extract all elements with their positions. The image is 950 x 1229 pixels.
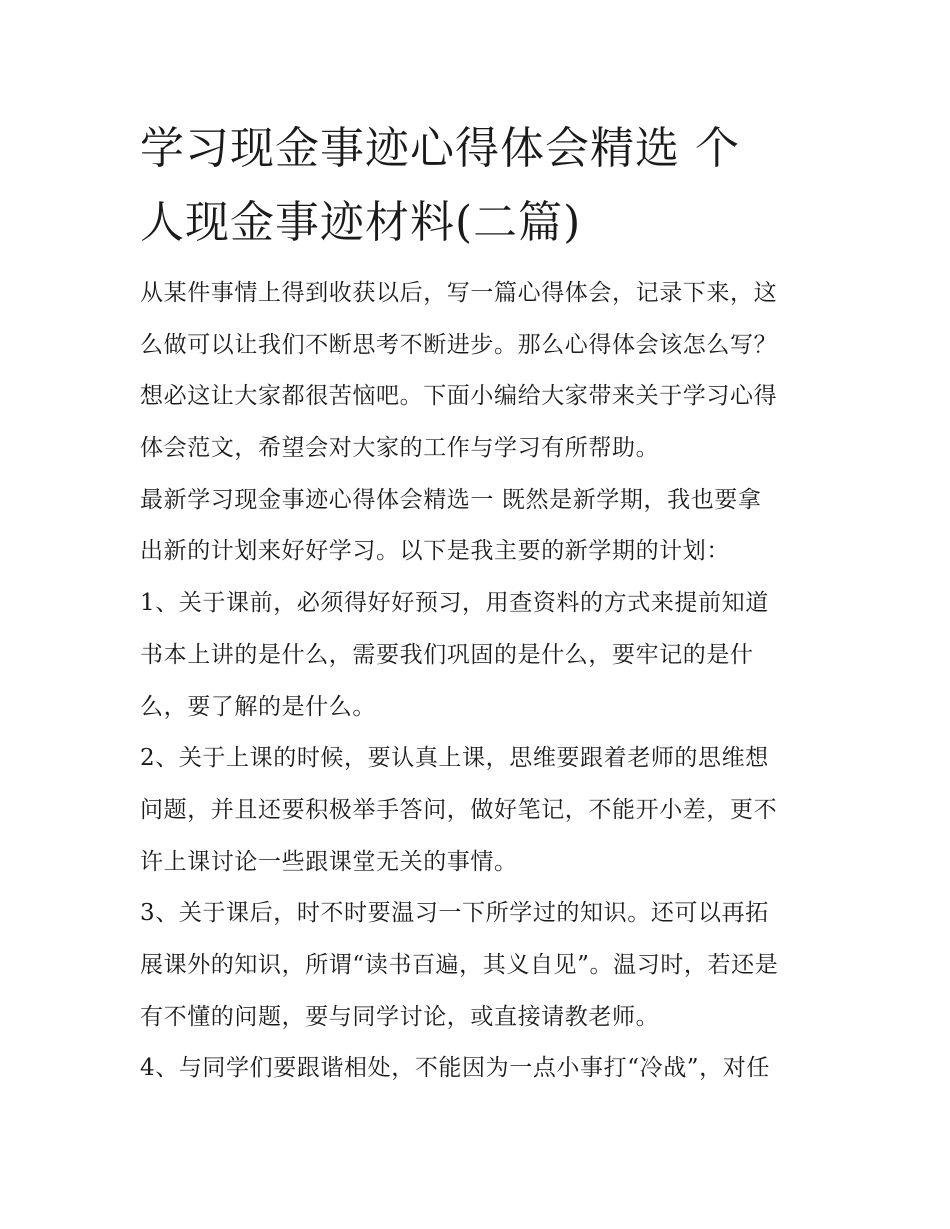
body-line: 书本上讲的是什么，需要我们巩固的是什么，要牢记的是什: [140, 641, 754, 668]
body-line: 么，要了解的是什么。: [140, 693, 376, 720]
document-title: [140, 112, 820, 260]
body-line: 3、关于课后，时不时要温习一下所学过的知识。还可以再拓: [140, 900, 769, 927]
body-line: 想必这让大家都很苦恼吧。下面小编给大家带来关于学习心得: [140, 383, 778, 410]
body-line: 从某件事情上得到收获以后，写一篇心得体会，记录下来，这: [140, 280, 778, 306]
body-line: 有不懂的问题，要与同学讨论，或直接请教老师。: [140, 1003, 660, 1030]
body-line: 出新的计划来好好学习。以下是我主要的新学期的计划：: [140, 538, 730, 565]
body-line: 4、与同学们要跟谐相处，不能因为一点小事打“冷战”，对任: [140, 1055, 770, 1082]
document-body: [140, 280, 820, 1082]
body-line: 许上课讨论一些跟课堂无关的事情。: [140, 848, 518, 875]
body-line: 2、关于上课的时候，要认真上课，思维要跟着老师的思维想: [140, 745, 769, 772]
body-line: 展课外的知识，所谓“读书百遍，其义自见”。温习时，若还是: [140, 951, 779, 978]
title-line-1: 学习现金事迹心得体会精选 个: [140, 123, 740, 174]
body-line: 体会范文，希望会对大家的工作与学习有所帮助。: [140, 435, 660, 462]
body-line: 么做可以让我们不断思考不断进步。那么心得体会该怎么写？: [140, 331, 778, 358]
title-line-2: 人现金事迹材料(二篇): [140, 197, 582, 248]
body-line: 最新学习现金事迹心得体会精选一 既然是新学期，我也要拿: [140, 486, 762, 513]
body-line: 问题，并且还要积极举手答问，做好笔记，不能开小差，更不: [140, 796, 778, 823]
body-line: 1、关于课前，必须得好好预习，用查资料的方式来提前知道: [140, 590, 769, 617]
